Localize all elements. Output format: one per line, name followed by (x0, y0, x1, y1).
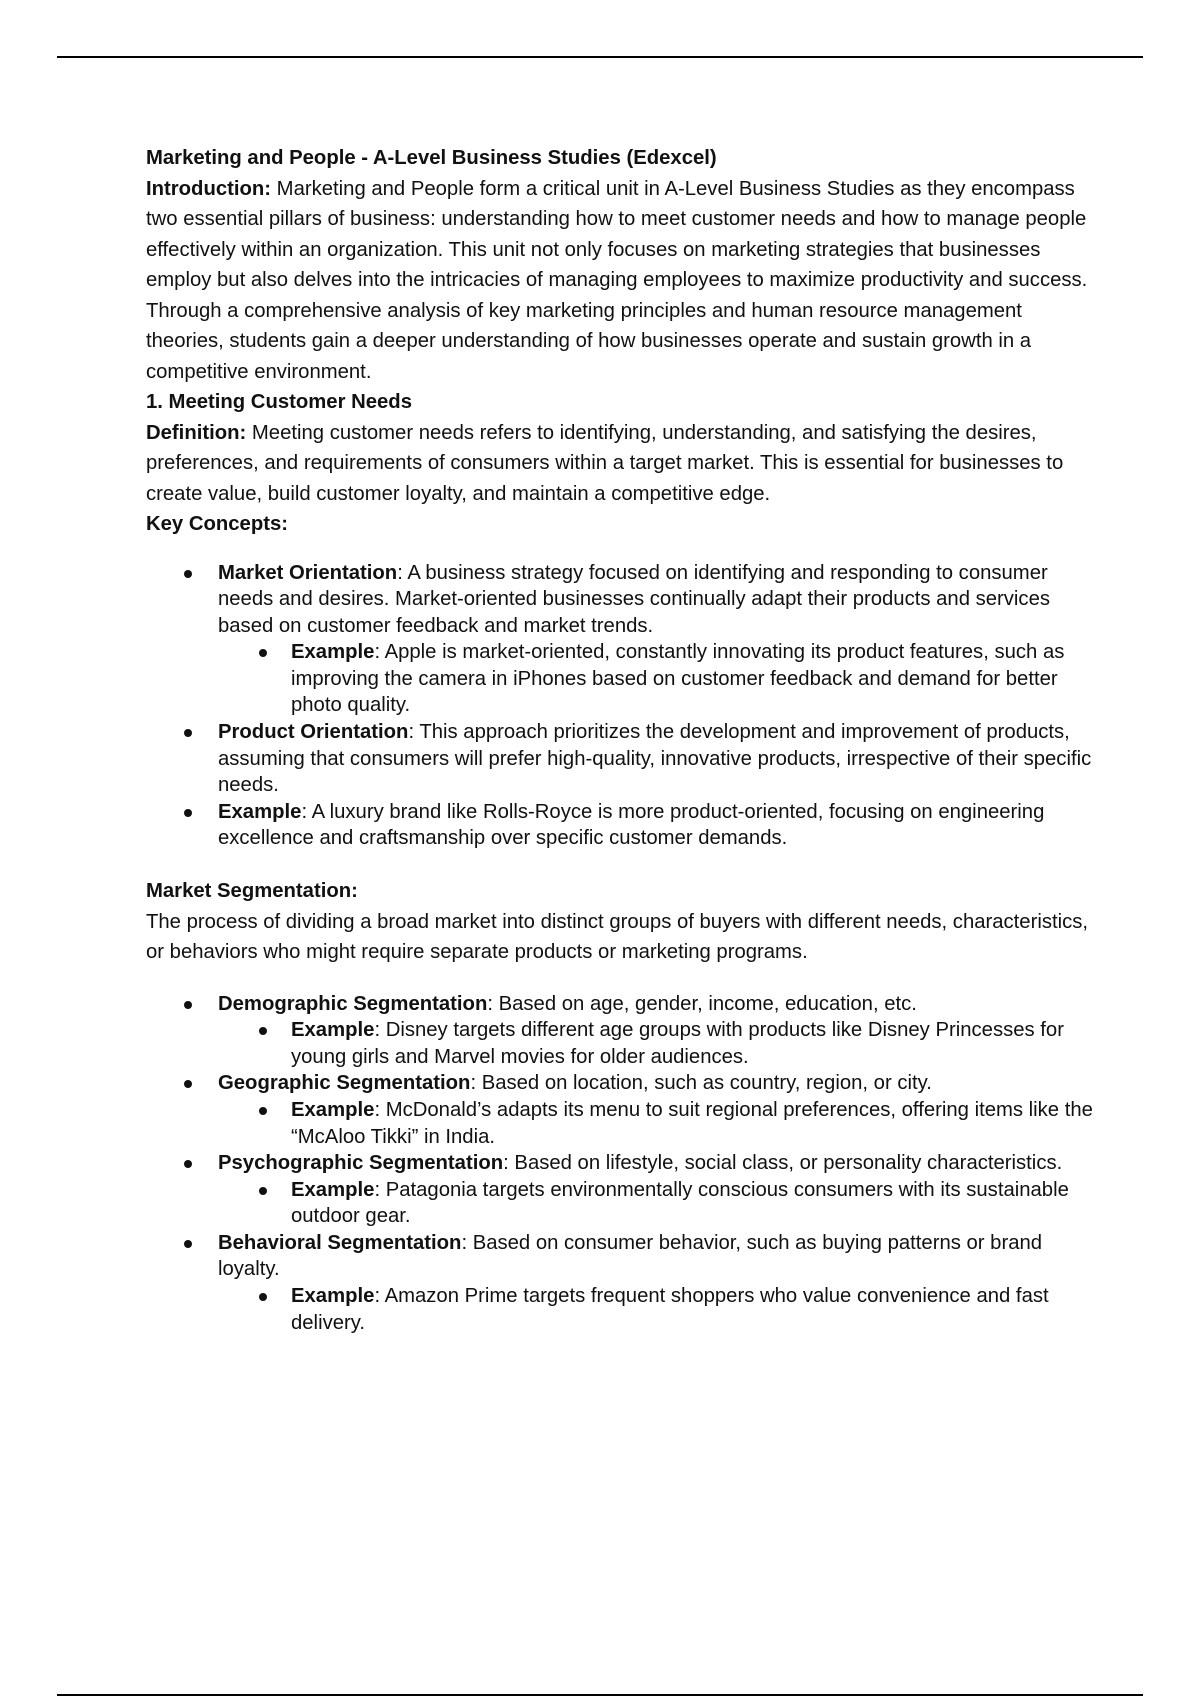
list-item-text: : Apple is market-oriented, constantly innovating its product features, such as improving the camera in iPhones based on customer feedback and demand for better photo quality. (291, 641, 1065, 717)
list-item-term: Example (291, 1285, 375, 1308)
list-item-text: : Based on location, such as country, region, or city. (470, 1072, 932, 1095)
intro-text: Marketing and People form a critical unit in A-Level Business Studies as they encompass two essential pillars of business: understanding how to meet customer needs and how to manage people effectively within an organization. This unit not only focuses on marketing strategies that businesses employ but also delves into the intricacies of managing employees to maximize productivity and success. Through a comprehensive analysis of key marketing principles and human resource management theories, students gain a deeper understanding of how businesses operate and sustain growth in a competitive environment. (146, 177, 1088, 383)
list-item-term: Psychographic Segmentation (218, 1152, 504, 1175)
document-title: Marketing and People - A-Level Business Studies (Edexcel) (146, 147, 717, 169)
list-item-text: : A luxury brand like Rolls-Royce is more product-oriented, focusing on engineering excellence and craftsmanship over specific customer demands. (218, 800, 1045, 850)
list-item-example-rolls-royce (146, 799, 1096, 852)
list-item-text: : Amazon Prime targets frequent shoppers who value convenience and fast delivery. (291, 1285, 1049, 1334)
footer-rule (57, 1694, 1143, 1696)
intro-paragraph (146, 174, 1096, 388)
market-segmentation-description: The process of dividing a broad market into distinct groups of buyers with different needs, characteristics, or behaviors who might require separate products or marketing programs. (146, 910, 1089, 964)
list-item-text: : Disney targets different age groups with products like Disney Princesses for young girls and Marvel movies for older audiences. (291, 1019, 1064, 1068)
list-item-text: : Based on age, gender, income, education, etc. (487, 992, 917, 1015)
list-item-term: Example (291, 1098, 375, 1121)
list-item-term: Behavioral Segmentation (218, 1231, 462, 1254)
definition-label: Definition: (146, 421, 247, 444)
definition-text: Meeting customer needs refers to identifying, understanding, and satisfying the desires, preferences, and requirements of consumers within a target market. This is essential for businesses to create value, build customer loyalty, and maintain a competitive edge. (146, 421, 1064, 505)
header-rule (57, 56, 1143, 58)
list-item-term: Example (218, 800, 302, 823)
list-item-term: Example (291, 641, 375, 664)
list-item-text: : Patagonia targets environmentally conscious consumers with its sustainable outdoor gear. (291, 1178, 1069, 1228)
list-item-term: Geographic Segmentation (218, 1072, 471, 1095)
list-item-geographic-segmentation (146, 1070, 1096, 1097)
list-item-term: Example (291, 1178, 375, 1201)
market-segmentation-heading: Market Segmentation: (146, 880, 358, 903)
segmentation-list (146, 991, 1096, 1337)
key-concepts-list (146, 560, 1096, 853)
list-item-term: Demographic Segmentation (218, 992, 488, 1015)
list-item-text: : This approach prioritizes the development and improvement of products, assuming that consumers will prefer high-quality, innovative products, irrespective of their specific needs. (218, 721, 1092, 797)
list-item-market-orientation (146, 560, 1096, 640)
list-item-example-disney (146, 1017, 1096, 1070)
list-item-example-mcdonalds (146, 1097, 1096, 1150)
list-item-demographic-segmentation (146, 991, 1096, 1018)
key-concepts-heading: Key Concepts: (146, 513, 288, 535)
list-item-example-apple (146, 639, 1096, 719)
section-heading-meeting-customer-needs: 1. Meeting Customer Needs (146, 391, 412, 413)
list-item-behavioral-segmentation (146, 1230, 1096, 1283)
list-item-text: : McDonald’s adapts its menu to suit regional preferences, offering items like the “McAloo Tikki” in India. (291, 1098, 1093, 1148)
list-item-term: Product Orientation (218, 721, 409, 744)
definition-paragraph (146, 418, 1096, 510)
list-item-text: : Based on lifestyle, social class, or personality characteristics. (503, 1152, 1063, 1175)
list-item-term: Example (291, 1019, 375, 1042)
list-item-product-orientation (146, 719, 1096, 799)
list-item-text: : A business strategy focused on identifying and responding to consumer needs and desires. Market-oriented businesses continually adapt their products and services based on customer feedback and market trends. (218, 561, 1050, 637)
list-item-psychographic-segmentation (146, 1150, 1096, 1177)
list-item-example-amazon (146, 1283, 1096, 1336)
list-item-term: Market Orientation (218, 561, 398, 584)
list-item-text: : Based on consumer behavior, such as buying patterns or brand loyalty. (218, 1231, 1043, 1281)
document-body (146, 143, 1096, 1336)
list-item-example-patagonia (146, 1177, 1096, 1230)
intro-label: Introduction: (146, 177, 272, 200)
